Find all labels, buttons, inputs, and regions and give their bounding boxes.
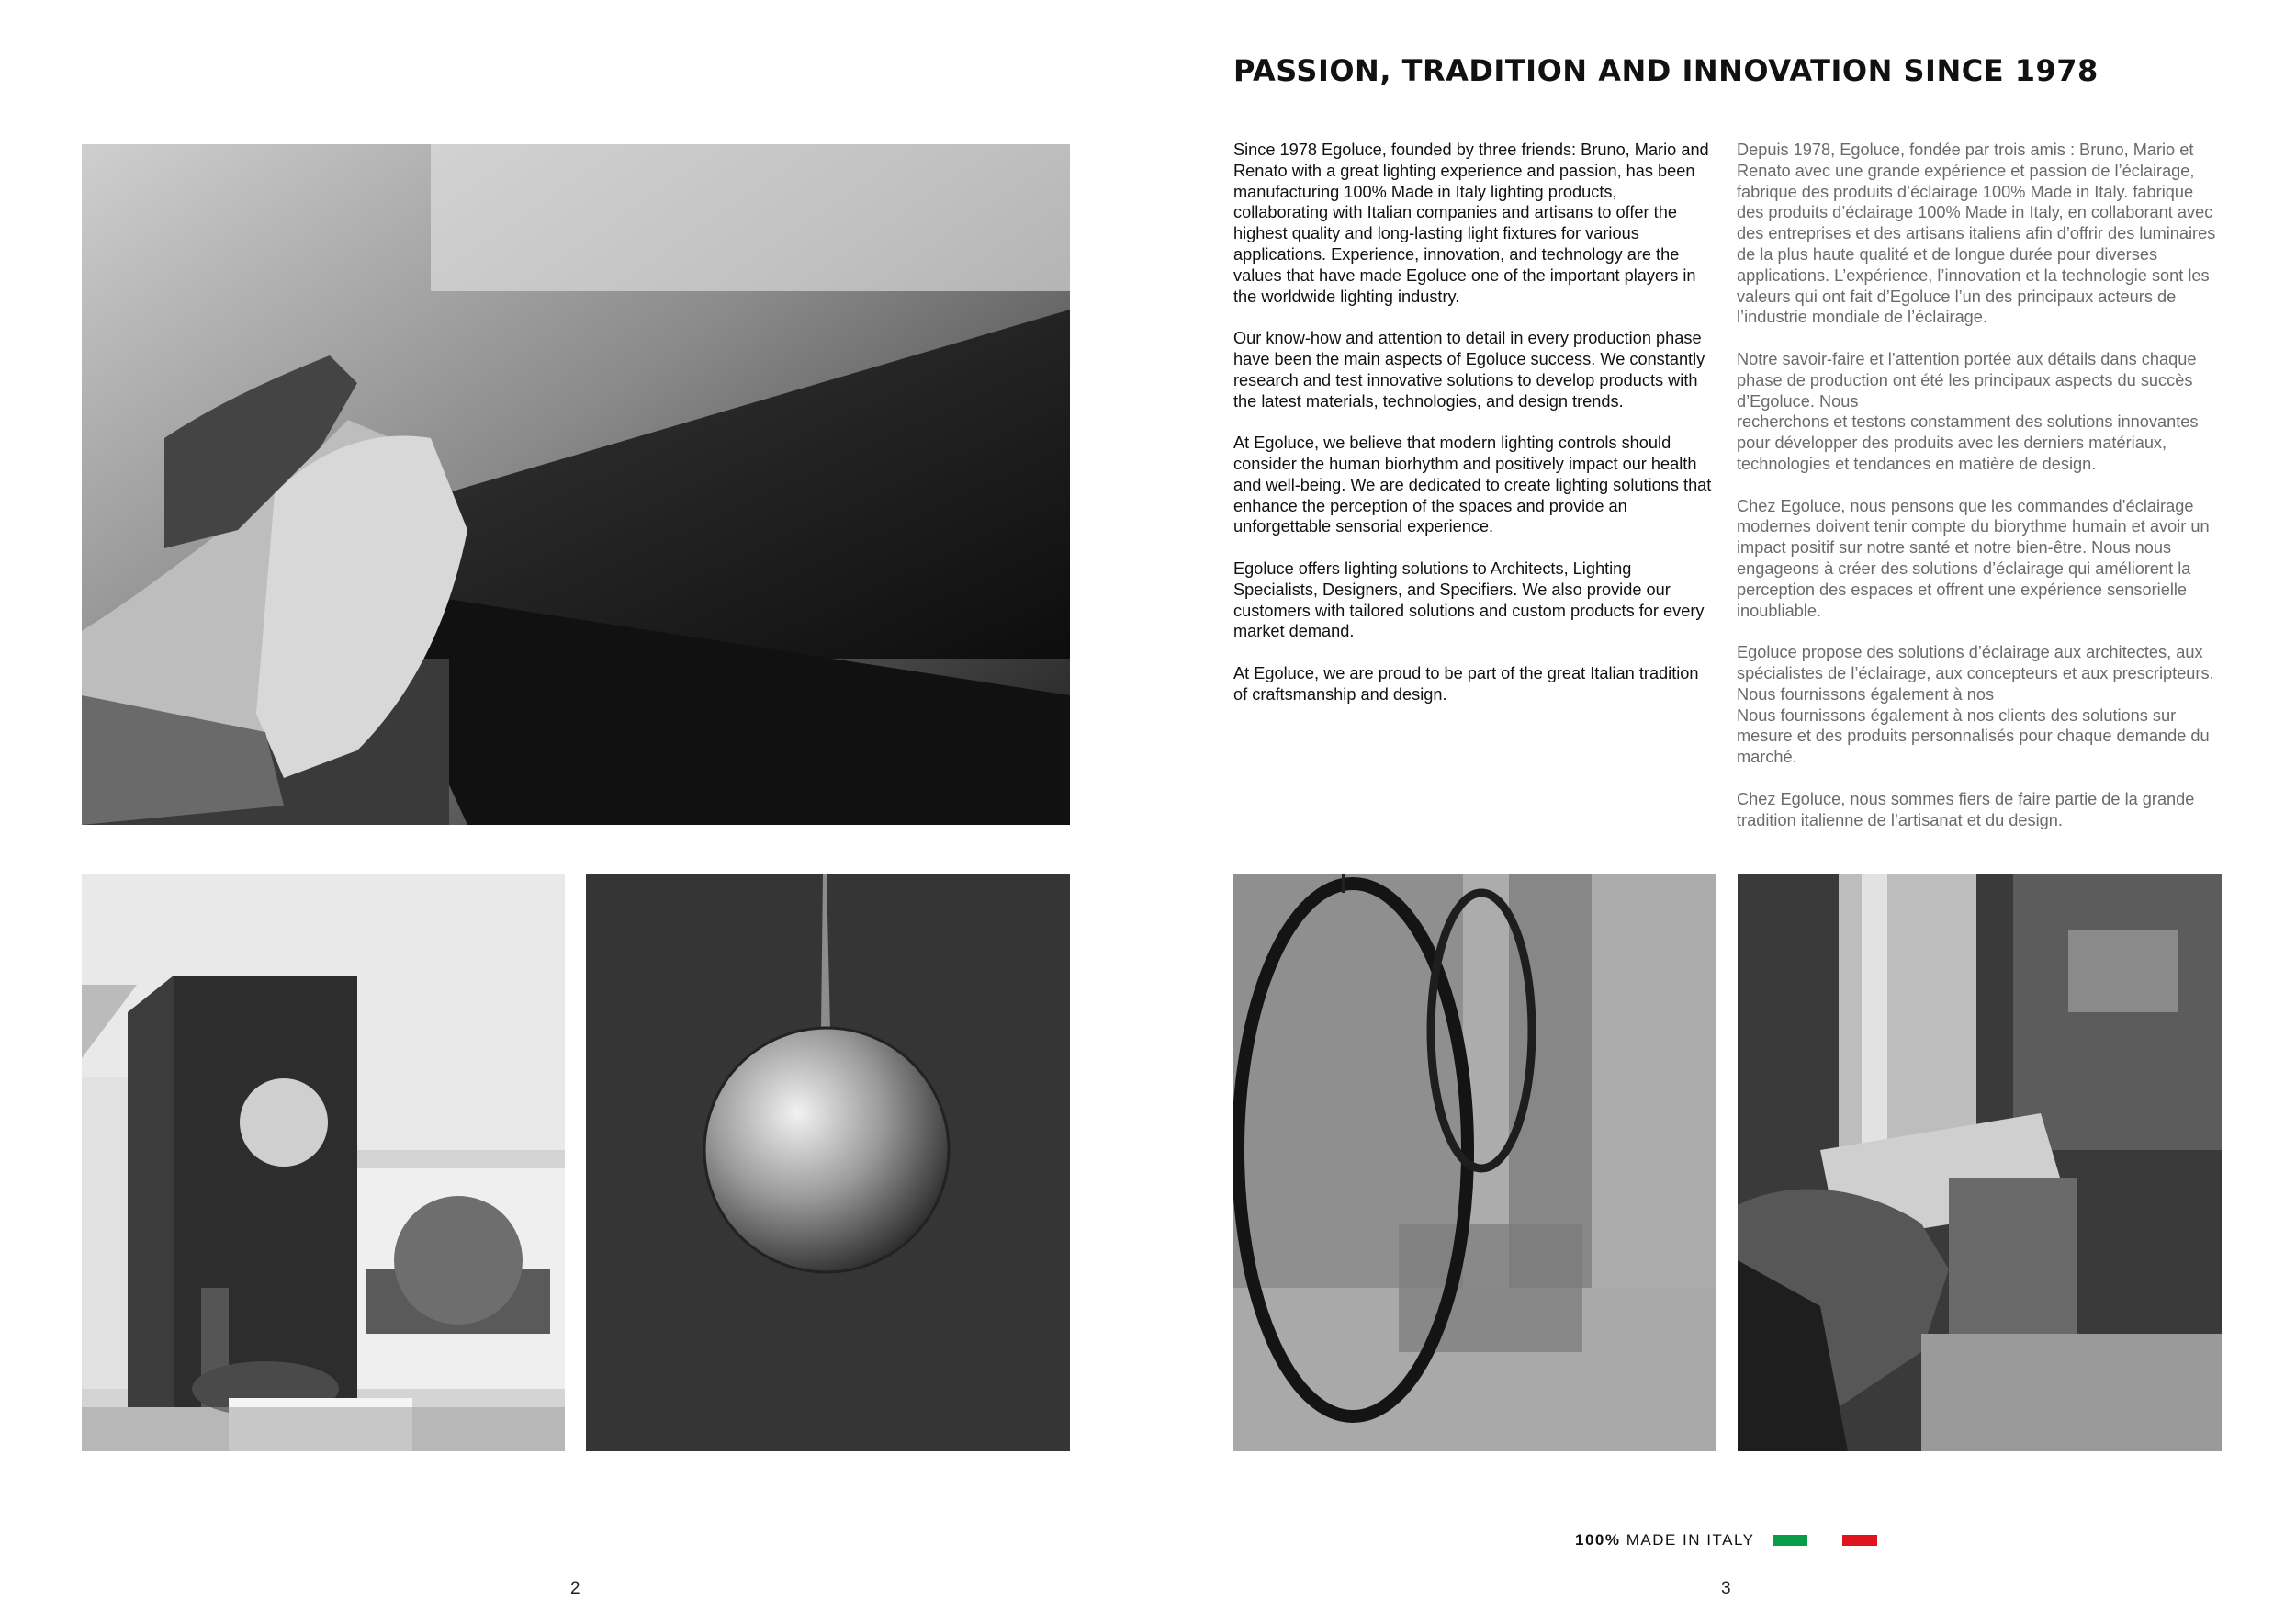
- hanging-rings-photo: [1233, 874, 1716, 1451]
- french-paragraph: Chez Egoluce, nous pensons que les commandes d’éclairage modernes doivent tenir compte du biorythme humain et avoir un impact positif sur notre santé et notre bien-être. Nous nous engageons à créer des solutions d’éclairage qui améliorent la perception des espaces et offrent une expérience sensorielle inoubliable.: [1737, 496, 2210, 620]
- english-paragraph: Egoluce offers lighting solutions to Architects, Lighting Specialists, Designers, and Specifiers. We also provide our customers with tailored solutions and custom products for every market demand.: [1233, 558, 1705, 641]
- made-in-italy-percent: 100%: [1575, 1531, 1621, 1549]
- page-number-right: 3: [1721, 1579, 1731, 1598]
- french-paragraph: Chez Egoluce, nous sommes fiers de faire partie de la grande tradition italienne de l’artisanat et du design.: [1737, 789, 2195, 829]
- building-exterior-photo: [82, 874, 565, 1451]
- flag-red-stripe: [1842, 1535, 1877, 1546]
- french-text-column: [1737, 140, 2217, 851]
- english-text-column: [1233, 140, 1714, 726]
- french-paragraph: Depuis 1978, Egoluce, fondée par trois amis : Bruno, Mario et Renato avec une grande expérience et passion de l’éclairage, fabrique des produits d’éclairage 100% Made in Italy. fabrique des produits d’éclairage 100% Made in Italy, en collaborant avec des entreprises et des artisans italiens afin d’offrir des luminaires de la plus haute qualité et de longue durée pour diverses applications. L’expérience, l’innovation et la technologie sont les valeurs qui ont fait d’Egoluce l’un des principaux acteurs de l’industrie mondiale de l’éclairage.: [1737, 141, 2216, 327]
- french-paragraph: Notre savoir-faire et l’attention portée aux détails dans chaque phase de production ont été les principaux aspects du succès d’Egoluce. Nous recherchons et testons constamment des solutions innovantes pour développer des produits avec les derniers matériaux, technologies et tendances en matière de design.: [1737, 349, 2199, 473]
- english-paragraph: At Egoluce, we believe that modern lighting controls should consider the human biorhythm and positively impact our health and well-being. We are dedicated to create lighting solutions that enhance the perception of the spaces and provide an unforgettable sensorial experience.: [1233, 434, 1712, 536]
- flag-green-stripe: [1773, 1535, 1807, 1546]
- metal-sphere-photo: [586, 874, 1070, 1451]
- french-paragraph: Egoluce propose des solutions d’éclairage aux architectes, aux spécialistes de l’éclairage, aux concepteurs et aux prescripteurs. Nous fournissons également à nos Nous fournissons également à nos clients des solutions sur mesure et des produits personnalisés pour chaque demande du marché.: [1737, 643, 2214, 767]
- page-number-left: 2: [570, 1579, 580, 1598]
- flag-white-stripe: [1807, 1535, 1842, 1546]
- made-in-italy-label: [1575, 1531, 1755, 1550]
- english-paragraph: Since 1978 Egoluce, founded by three friends: Bruno, Mario and Renato with a great lighting experience and passion, has been manufacturing 100% Made in Italy lighting products, collaborating with Italian companies and artisans to offer the highest quality and long-lasting light fixtures for various applications. Experience, innovation, and technology are the values that have made Egoluce one of the important players in the worldwide lighting industry.: [1233, 141, 1709, 306]
- english-paragraph: Our know-how and attention to detail in every production phase have been the main aspects of Egoluce success. We constantly research and test innovative solutions to develop products with the latest materials, technologies, and design trends.: [1233, 329, 1705, 411]
- made-in-italy-text: MADE IN ITALY: [1620, 1531, 1755, 1549]
- english-paragraph: At Egoluce, we are proud to be part of the great Italian tradition of craftsmanship and design.: [1233, 663, 1699, 704]
- page-title: PASSION, TRADITION AND INNOVATION SINCE 1978: [1233, 53, 2099, 88]
- gloved-hands-glass-photo: [82, 144, 1070, 825]
- press-brake-hand-photo: [1738, 874, 2222, 1451]
